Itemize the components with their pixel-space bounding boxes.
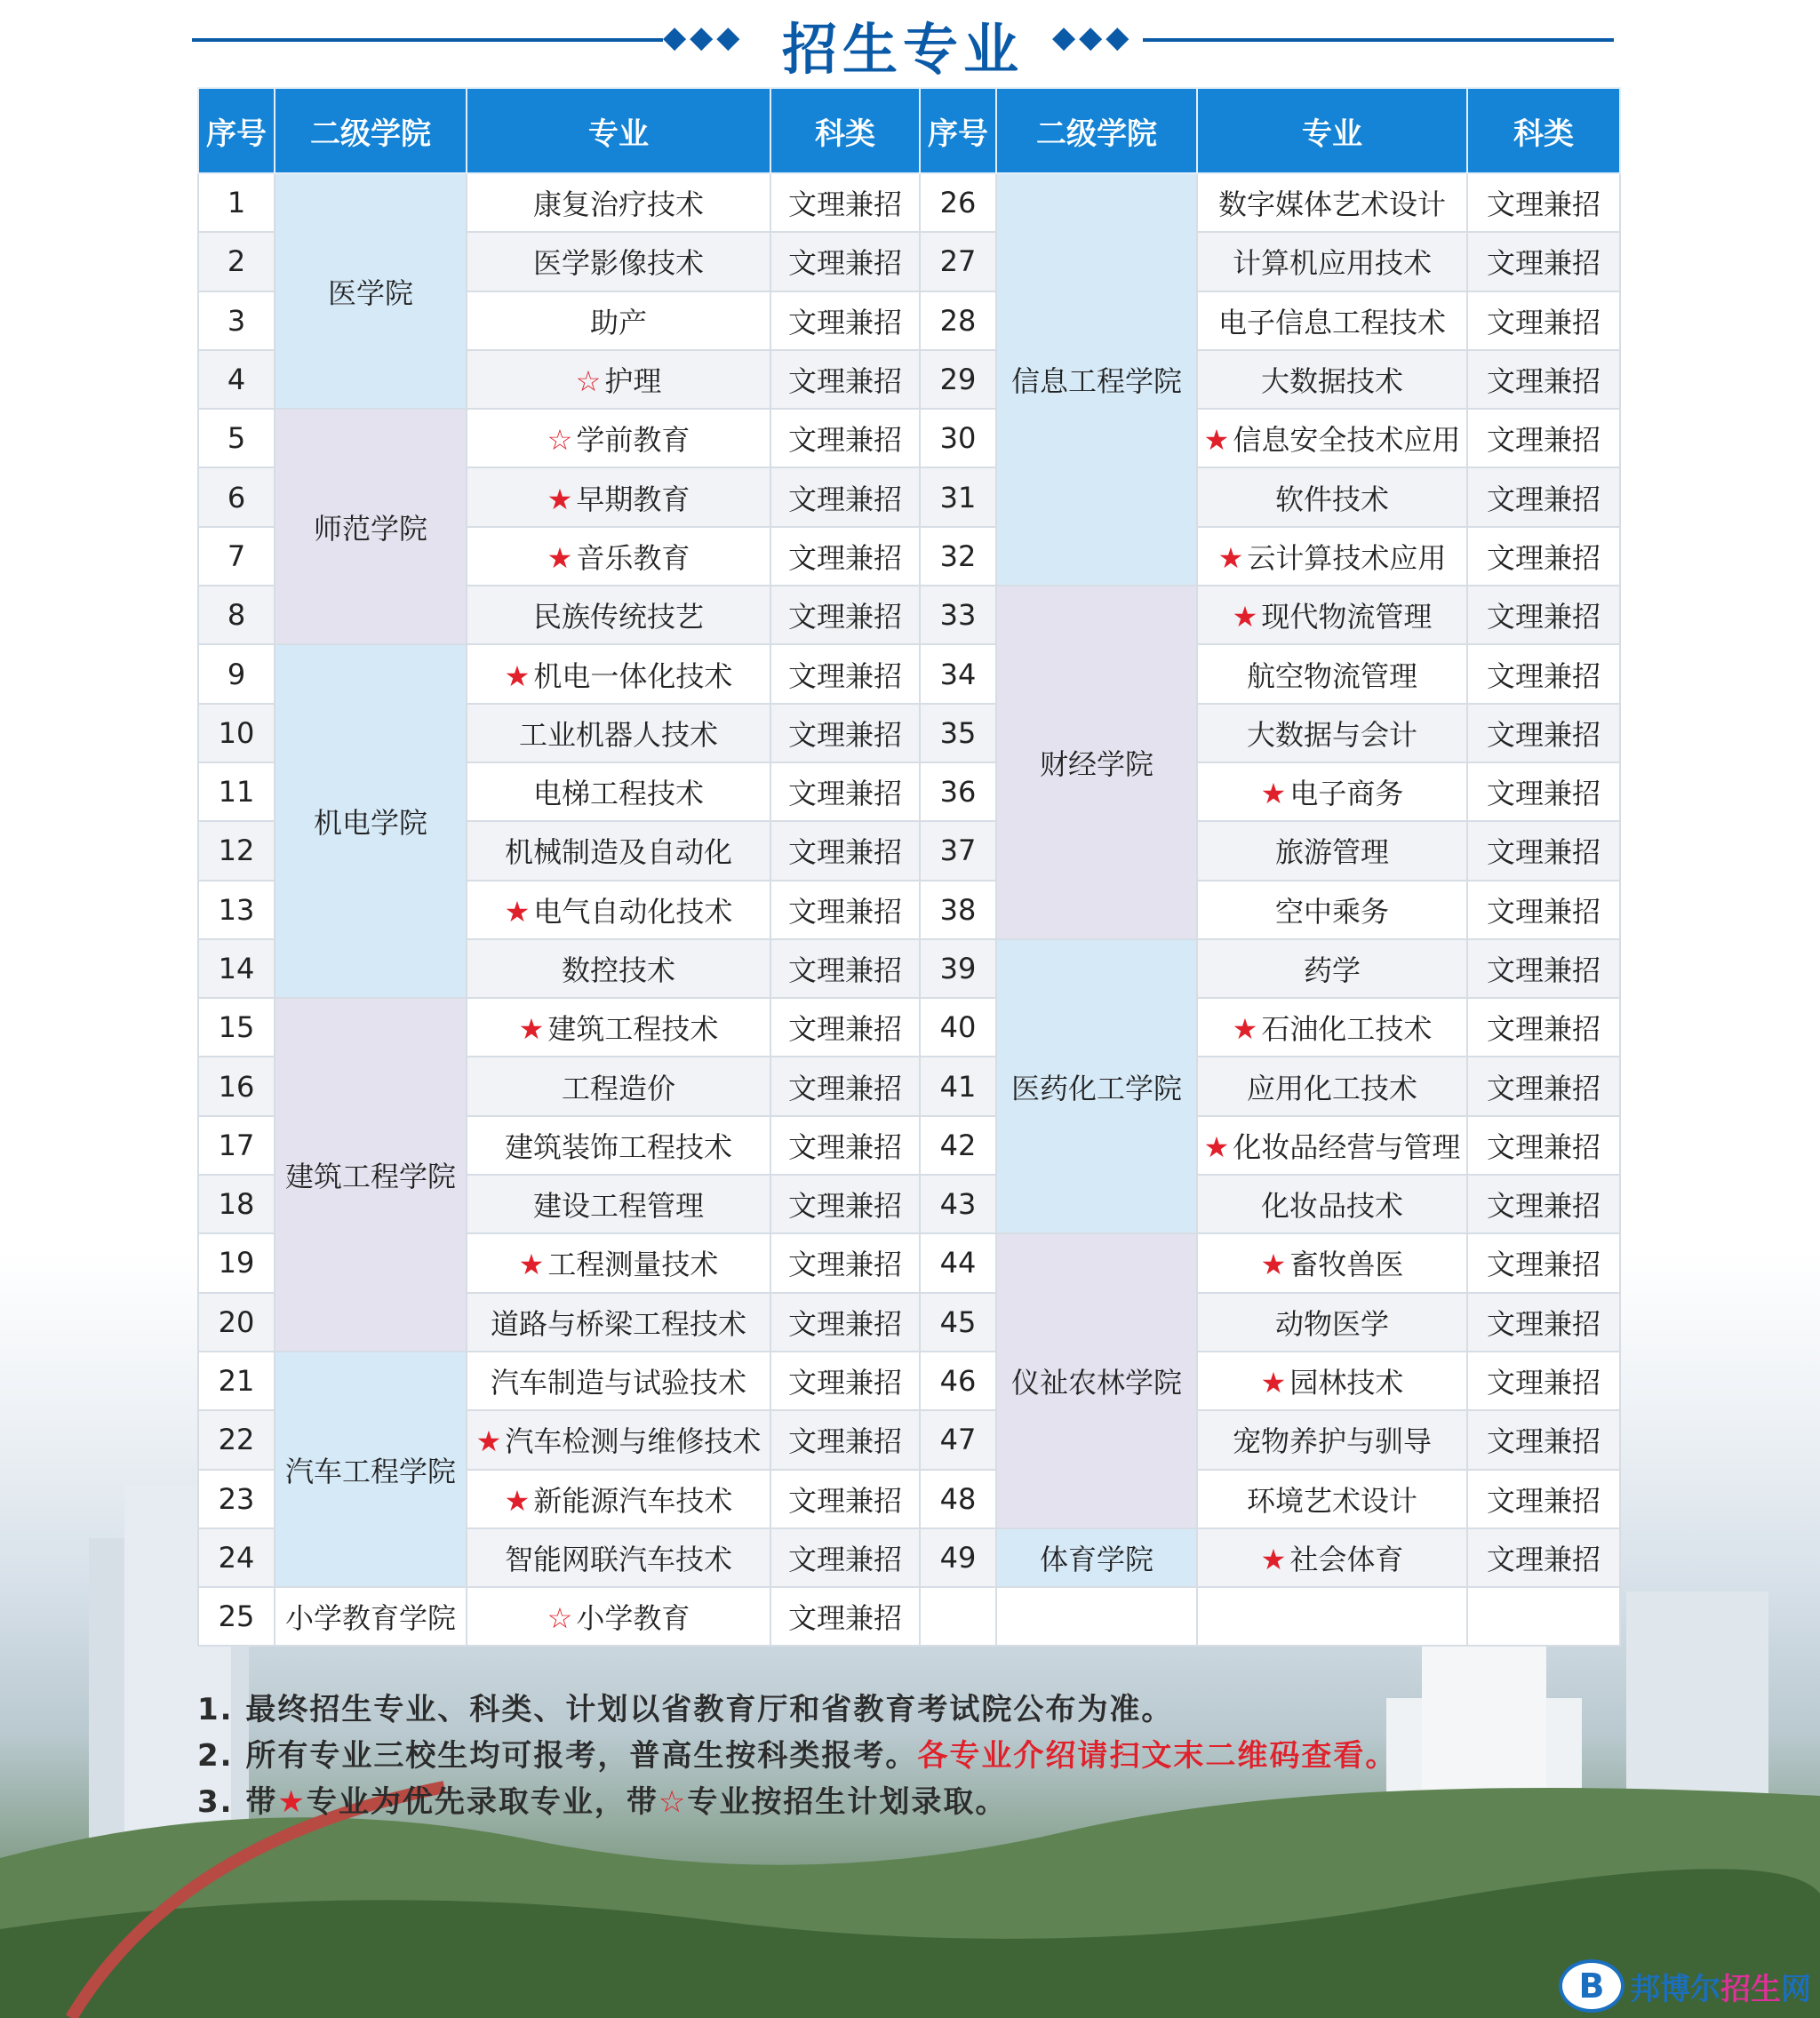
solid-star-icon: ★ — [547, 482, 573, 516]
row-number-cell — [920, 1587, 996, 1646]
major-name: 宠物养护与驯导 — [1232, 1424, 1432, 1459]
note-3-prefix: 3. 带 — [197, 1784, 278, 1820]
category-cell: 文理兼招 — [770, 527, 920, 586]
header-type-left: 科类 — [770, 88, 920, 173]
major-cell — [1197, 881, 1467, 939]
category-cell: 文理兼招 — [770, 1352, 920, 1410]
major-cell — [1197, 1175, 1467, 1233]
row-number-cell: 49 — [920, 1528, 996, 1587]
category-cell: 文理兼招 — [1467, 467, 1620, 526]
major-name: 助产 — [589, 305, 647, 339]
page-title: 招生专业 — [781, 17, 1024, 82]
header-college-left: 二级学院 — [275, 88, 467, 173]
category-cell: 文理兼招 — [1467, 350, 1620, 409]
college-cell: 师范学院 — [275, 409, 467, 644]
category-cell: 文理兼招 — [1467, 644, 1620, 703]
major-name: 机电一体化技术 — [533, 658, 733, 693]
category-cell: 文理兼招 — [770, 1233, 920, 1292]
college-cell: 医学院 — [275, 173, 467, 409]
category-cell: 文理兼招 — [770, 1175, 920, 1233]
major-cell — [467, 881, 770, 939]
hollow-star-icon: ☆ — [547, 1601, 573, 1636]
row-number-cell: 7 — [198, 527, 275, 586]
solid-star-icon: ★ — [518, 1012, 545, 1047]
header-no-right: 序号 — [920, 88, 996, 173]
solid-star-icon: ★ — [1260, 1366, 1287, 1400]
category-cell: 文理兼招 — [1467, 1352, 1620, 1410]
solid-star-icon: ★ — [547, 540, 573, 575]
table-row — [198, 998, 1620, 1057]
row-number-cell: 36 — [920, 762, 996, 821]
major-name: 动物医学 — [1274, 1306, 1389, 1341]
major-cell — [1197, 704, 1467, 762]
row-number-cell: 10 — [198, 704, 275, 762]
row-number-cell: 30 — [920, 409, 996, 467]
row-number-cell: 16 — [198, 1057, 275, 1115]
row-number-cell: 44 — [920, 1233, 996, 1292]
major-name: 新能源汽车技术 — [533, 1483, 733, 1518]
category-cell: 文理兼招 — [1467, 704, 1620, 762]
solid-star-icon: ★ — [475, 1424, 502, 1459]
solid-star-icon: ★ — [504, 658, 531, 693]
row-number-cell: 38 — [920, 881, 996, 939]
category-cell: 文理兼招 — [770, 644, 920, 703]
major-name: 电气自动化技术 — [533, 894, 733, 929]
category-cell: 文理兼招 — [770, 291, 920, 350]
row-number-cell: 20 — [198, 1293, 275, 1352]
major-cell — [1197, 998, 1467, 1057]
row-number-cell: 25 — [198, 1587, 275, 1646]
notes-section — [197, 1687, 1619, 1825]
major-cell — [467, 704, 770, 762]
major-cell — [467, 762, 770, 821]
major-name: 机械制造及自动化 — [504, 835, 732, 870]
category-cell: 文理兼招 — [1467, 1057, 1620, 1115]
row-number-cell: 22 — [198, 1410, 275, 1469]
table-header-row — [198, 88, 1620, 173]
major-name: 园林技术 — [1289, 1366, 1404, 1400]
row-number-cell: 4 — [198, 350, 275, 409]
category-cell: 文理兼招 — [770, 1587, 920, 1646]
note-1: 1. 最终招生专业、科类、计划以省教育厅和省教育考试院公布为准。 — [197, 1692, 1174, 1727]
row-number-cell: 28 — [920, 291, 996, 350]
row-number-cell: 34 — [920, 644, 996, 703]
major-name: 民族传统技艺 — [532, 600, 704, 634]
major-cell — [1197, 762, 1467, 821]
hollow-star-icon: ☆ — [547, 423, 573, 458]
major-cell — [1197, 644, 1467, 703]
row-number-cell: 27 — [920, 232, 996, 291]
major-cell — [467, 467, 770, 526]
college-cell: 仪祉农林学院 — [996, 1233, 1197, 1527]
note-2-text: 2. 所有专业三校生均可报考，普高生按科类报考。 — [197, 1738, 918, 1774]
solid-star-icon: ★ — [504, 894, 531, 929]
row-number-cell: 29 — [920, 350, 996, 409]
major-cell — [467, 232, 770, 291]
solid-star-icon: ★ — [1203, 1129, 1230, 1164]
major-name: 道路与桥梁工程技术 — [490, 1306, 746, 1341]
major-name: 社会体育 — [1289, 1542, 1404, 1576]
major-cell — [467, 1293, 770, 1352]
note-3 — [197, 1779, 1619, 1825]
major-name: 计算机应用技术 — [1232, 246, 1432, 281]
table-row — [198, 409, 1620, 467]
row-number-cell: 18 — [198, 1175, 275, 1233]
logo-badge-icon: B — [1559, 1959, 1624, 2013]
row-number-cell: 23 — [198, 1470, 275, 1528]
major-cell — [1197, 1587, 1467, 1646]
major-cell — [467, 1057, 770, 1115]
major-name: 云计算技术应用 — [1247, 540, 1447, 575]
row-number-cell: 45 — [920, 1293, 996, 1352]
major-cell — [1197, 1352, 1467, 1410]
category-cell: 文理兼招 — [770, 350, 920, 409]
major-cell — [1197, 173, 1467, 232]
solid-star-icon: ★ — [1260, 1248, 1287, 1282]
row-number-cell: 14 — [198, 939, 275, 998]
row-number-cell: 2 — [198, 232, 275, 291]
solid-star-icon: ★ — [1232, 600, 1258, 634]
major-name: 学前教育 — [576, 423, 690, 458]
major-cell — [467, 409, 770, 467]
major-name: 药学 — [1303, 953, 1361, 987]
row-number-cell: 15 — [198, 998, 275, 1057]
major-cell — [1197, 821, 1467, 880]
major-name: 化妆品经营与管理 — [1233, 1129, 1461, 1164]
major-cell — [1197, 1528, 1467, 1587]
college-cell: 信息工程学院 — [996, 173, 1197, 586]
table-row — [198, 173, 1620, 232]
site-watermark-logo — [1559, 1959, 1811, 2013]
logo-text — [1630, 1965, 1811, 2008]
major-cell — [467, 173, 770, 232]
major-cell — [467, 1528, 770, 1587]
header-major-right: 专业 — [1197, 88, 1467, 173]
major-name: 数字媒体艺术设计 — [1217, 187, 1446, 222]
category-cell: 文理兼招 — [770, 232, 920, 291]
category-cell: 文理兼招 — [1467, 1175, 1620, 1233]
category-cell: 文理兼招 — [1467, 1293, 1620, 1352]
row-number-cell: 32 — [920, 527, 996, 586]
row-number-cell: 47 — [920, 1410, 996, 1469]
major-name: 数控技术 — [561, 953, 675, 987]
solid-star-icon: ★ — [277, 1784, 307, 1820]
title-rule-right — [1143, 38, 1614, 42]
row-number-cell: 11 — [198, 762, 275, 821]
solid-star-icon: ★ — [1260, 1542, 1287, 1576]
major-cell — [467, 998, 770, 1057]
row-number-cell: 35 — [920, 704, 996, 762]
header-no-left: 序号 — [198, 88, 275, 173]
row-number-cell: 48 — [920, 1470, 996, 1528]
majors-table — [197, 87, 1621, 1647]
major-cell — [1197, 939, 1467, 998]
major-cell — [467, 350, 770, 409]
category-cell: 文理兼招 — [1467, 1528, 1620, 1587]
category-cell: 文理兼招 — [1467, 881, 1620, 939]
category-cell: 文理兼招 — [770, 467, 920, 526]
header-type-right: 科类 — [1467, 88, 1620, 173]
category-cell: 文理兼招 — [770, 1116, 920, 1175]
row-number-cell: 39 — [920, 939, 996, 998]
major-name: 早期教育 — [576, 482, 690, 516]
diamond-ornament-right: ◆◆◆ — [1052, 20, 1133, 55]
category-cell: 文理兼招 — [1467, 821, 1620, 880]
category-cell: 文理兼招 — [1467, 1470, 1620, 1528]
solid-star-icon: ★ — [518, 1248, 545, 1282]
college-cell: 财经学院 — [996, 586, 1197, 939]
logo-text-c: 网 — [1781, 1971, 1811, 2007]
major-cell — [467, 586, 770, 644]
row-number-cell: 33 — [920, 586, 996, 644]
major-name: 汽车制造与试验技术 — [490, 1366, 746, 1400]
solid-star-icon: ★ — [1260, 777, 1287, 811]
major-name: 护理 — [604, 364, 662, 399]
row-number-cell: 46 — [920, 1352, 996, 1410]
category-cell: 文理兼招 — [770, 1410, 920, 1469]
category-cell: 文理兼招 — [770, 1057, 920, 1115]
major-name: 电子信息工程技术 — [1217, 305, 1446, 339]
college-cell: 建筑工程学院 — [275, 998, 467, 1352]
major-name: 汽车检测与维修技术 — [505, 1424, 762, 1459]
row-number-cell: 42 — [920, 1116, 996, 1175]
major-cell — [1197, 1410, 1467, 1469]
solid-star-icon: ★ — [1217, 540, 1244, 575]
major-name: 石油化工技术 — [1261, 1012, 1433, 1047]
title-banner — [192, 0, 1614, 89]
major-cell — [1197, 232, 1467, 291]
major-name: 工程测量技术 — [547, 1248, 719, 1282]
major-name: 音乐教育 — [576, 540, 690, 575]
major-name: 环境艺术设计 — [1246, 1483, 1417, 1518]
category-cell: 文理兼招 — [770, 704, 920, 762]
note-2-highlight: 各专业介绍请扫文末二维码查看。 — [917, 1738, 1398, 1774]
college-cell: 小学教育学院 — [275, 1587, 467, 1646]
major-name: 工程造价 — [561, 1071, 675, 1105]
category-cell: 文理兼招 — [1467, 1116, 1620, 1175]
major-cell — [467, 1587, 770, 1646]
category-cell: 文理兼招 — [770, 998, 920, 1057]
category-cell: 文理兼招 — [1467, 173, 1620, 232]
category-cell: 文理兼招 — [770, 762, 920, 821]
logo-text-a: 邦博尔 — [1630, 1971, 1720, 2007]
table-body — [198, 173, 1620, 1646]
row-number-cell: 19 — [198, 1233, 275, 1292]
category-cell: 文理兼招 — [1467, 939, 1620, 998]
row-number-cell: 13 — [198, 881, 275, 939]
row-number-cell: 41 — [920, 1057, 996, 1115]
major-name: 康复治疗技术 — [532, 187, 704, 222]
category-cell: 文理兼招 — [770, 821, 920, 880]
college-cell — [996, 1587, 1197, 1646]
category-cell: 文理兼招 — [1467, 762, 1620, 821]
college-cell: 机电学院 — [275, 644, 467, 998]
category-cell: 文理兼招 — [770, 939, 920, 998]
header-major-left: 专业 — [467, 88, 770, 173]
major-name: 大数据与会计 — [1246, 717, 1417, 752]
row-number-cell: 8 — [198, 586, 275, 644]
solid-star-icon: ★ — [1203, 423, 1230, 458]
major-cell — [1197, 291, 1467, 350]
major-name: 建筑工程技术 — [547, 1012, 719, 1047]
row-number-cell: 17 — [198, 1116, 275, 1175]
major-cell — [467, 821, 770, 880]
row-number-cell: 12 — [198, 821, 275, 880]
college-cell: 汽车工程学院 — [275, 1352, 467, 1587]
note-3-middle: 专业为优先录取专业，带 — [306, 1784, 659, 1820]
major-name: 工业机器人技术 — [518, 717, 718, 752]
major-name: 电梯工程技术 — [532, 777, 704, 811]
category-cell: 文理兼招 — [770, 173, 920, 232]
major-cell — [467, 1233, 770, 1292]
category-cell: 文理兼招 — [770, 1528, 920, 1587]
major-name: 电子商务 — [1289, 777, 1404, 811]
category-cell: 文理兼招 — [770, 409, 920, 467]
row-number-cell: 3 — [198, 291, 275, 350]
table-row — [198, 644, 1620, 703]
category-cell: 文理兼招 — [1467, 232, 1620, 291]
major-name: 软件技术 — [1274, 482, 1389, 516]
row-number-cell: 21 — [198, 1352, 275, 1410]
row-number-cell: 40 — [920, 998, 996, 1057]
category-cell: 文理兼招 — [1467, 1233, 1620, 1292]
row-number-cell: 24 — [198, 1528, 275, 1587]
row-number-cell: 31 — [920, 467, 996, 526]
major-cell — [467, 527, 770, 586]
table-row — [198, 1587, 1620, 1646]
major-cell — [1197, 586, 1467, 644]
major-name: 化妆品技术 — [1260, 1189, 1403, 1224]
major-name: 应用化工技术 — [1246, 1071, 1417, 1105]
row-number-cell: 37 — [920, 821, 996, 880]
major-name: 大数据技术 — [1260, 364, 1403, 399]
hollow-star-icon: ☆ — [575, 364, 602, 399]
major-cell — [1197, 409, 1467, 467]
logo-text-b: 招生 — [1720, 1971, 1781, 2007]
category-cell: 文理兼招 — [1467, 998, 1620, 1057]
major-cell — [467, 644, 770, 703]
major-name: 小学教育 — [576, 1601, 690, 1636]
solid-star-icon: ★ — [1232, 1012, 1258, 1047]
major-cell — [1197, 350, 1467, 409]
diamond-ornament-left: ◆◆◆ — [663, 20, 744, 55]
row-number-cell: 43 — [920, 1175, 996, 1233]
majors-table-container — [197, 87, 1619, 1647]
major-cell — [1197, 1116, 1467, 1175]
category-cell: 文理兼招 — [770, 1470, 920, 1528]
header-college-right: 二级学院 — [996, 88, 1197, 173]
category-cell: 文理兼招 — [770, 881, 920, 939]
major-name: 建筑装饰工程技术 — [504, 1129, 732, 1164]
category-cell: 文理兼招 — [770, 586, 920, 644]
note-2 — [197, 1733, 1619, 1779]
category-cell: 文理兼招 — [1467, 409, 1620, 467]
row-number-cell: 1 — [198, 173, 275, 232]
major-name: 现代物流管理 — [1261, 600, 1433, 634]
major-cell — [1197, 1470, 1467, 1528]
major-name: 医学影像技术 — [532, 246, 704, 281]
category-cell: 文理兼招 — [1467, 586, 1620, 644]
category-cell: 文理兼招 — [1467, 291, 1620, 350]
major-cell — [467, 1470, 770, 1528]
category-cell: 文理兼招 — [770, 1293, 920, 1352]
major-name: 空中乘务 — [1274, 894, 1389, 929]
note-3-suffix: 专业按招生计划录取。 — [687, 1784, 1008, 1820]
major-cell — [1197, 527, 1467, 586]
major-name: 旅游管理 — [1274, 835, 1389, 870]
major-cell — [1197, 1293, 1467, 1352]
major-cell — [1197, 1057, 1467, 1115]
major-cell — [467, 1352, 770, 1410]
major-cell — [467, 1410, 770, 1469]
major-cell — [467, 939, 770, 998]
major-name: 信息安全技术应用 — [1233, 423, 1461, 458]
table-row — [198, 1352, 1620, 1410]
row-number-cell: 26 — [920, 173, 996, 232]
college-cell: 医药化工学院 — [996, 939, 1197, 1233]
category-cell: 文理兼招 — [1467, 1410, 1620, 1469]
category-cell — [1467, 1587, 1620, 1646]
category-cell: 文理兼招 — [1467, 527, 1620, 586]
major-cell — [467, 291, 770, 350]
row-number-cell: 6 — [198, 467, 275, 526]
row-number-cell: 9 — [198, 644, 275, 703]
major-cell — [1197, 467, 1467, 526]
hollow-star-icon: ☆ — [658, 1784, 688, 1820]
major-cell — [467, 1175, 770, 1233]
major-cell — [1197, 1233, 1467, 1292]
row-number-cell: 5 — [198, 409, 275, 467]
major-name: 畜牧兽医 — [1289, 1248, 1404, 1282]
major-name: 航空物流管理 — [1246, 658, 1417, 693]
major-name: 智能网联汽车技术 — [504, 1542, 732, 1576]
major-cell — [467, 1116, 770, 1175]
solid-star-icon: ★ — [504, 1483, 531, 1518]
major-name: 建设工程管理 — [532, 1189, 704, 1224]
college-cell: 体育学院 — [996, 1528, 1197, 1587]
